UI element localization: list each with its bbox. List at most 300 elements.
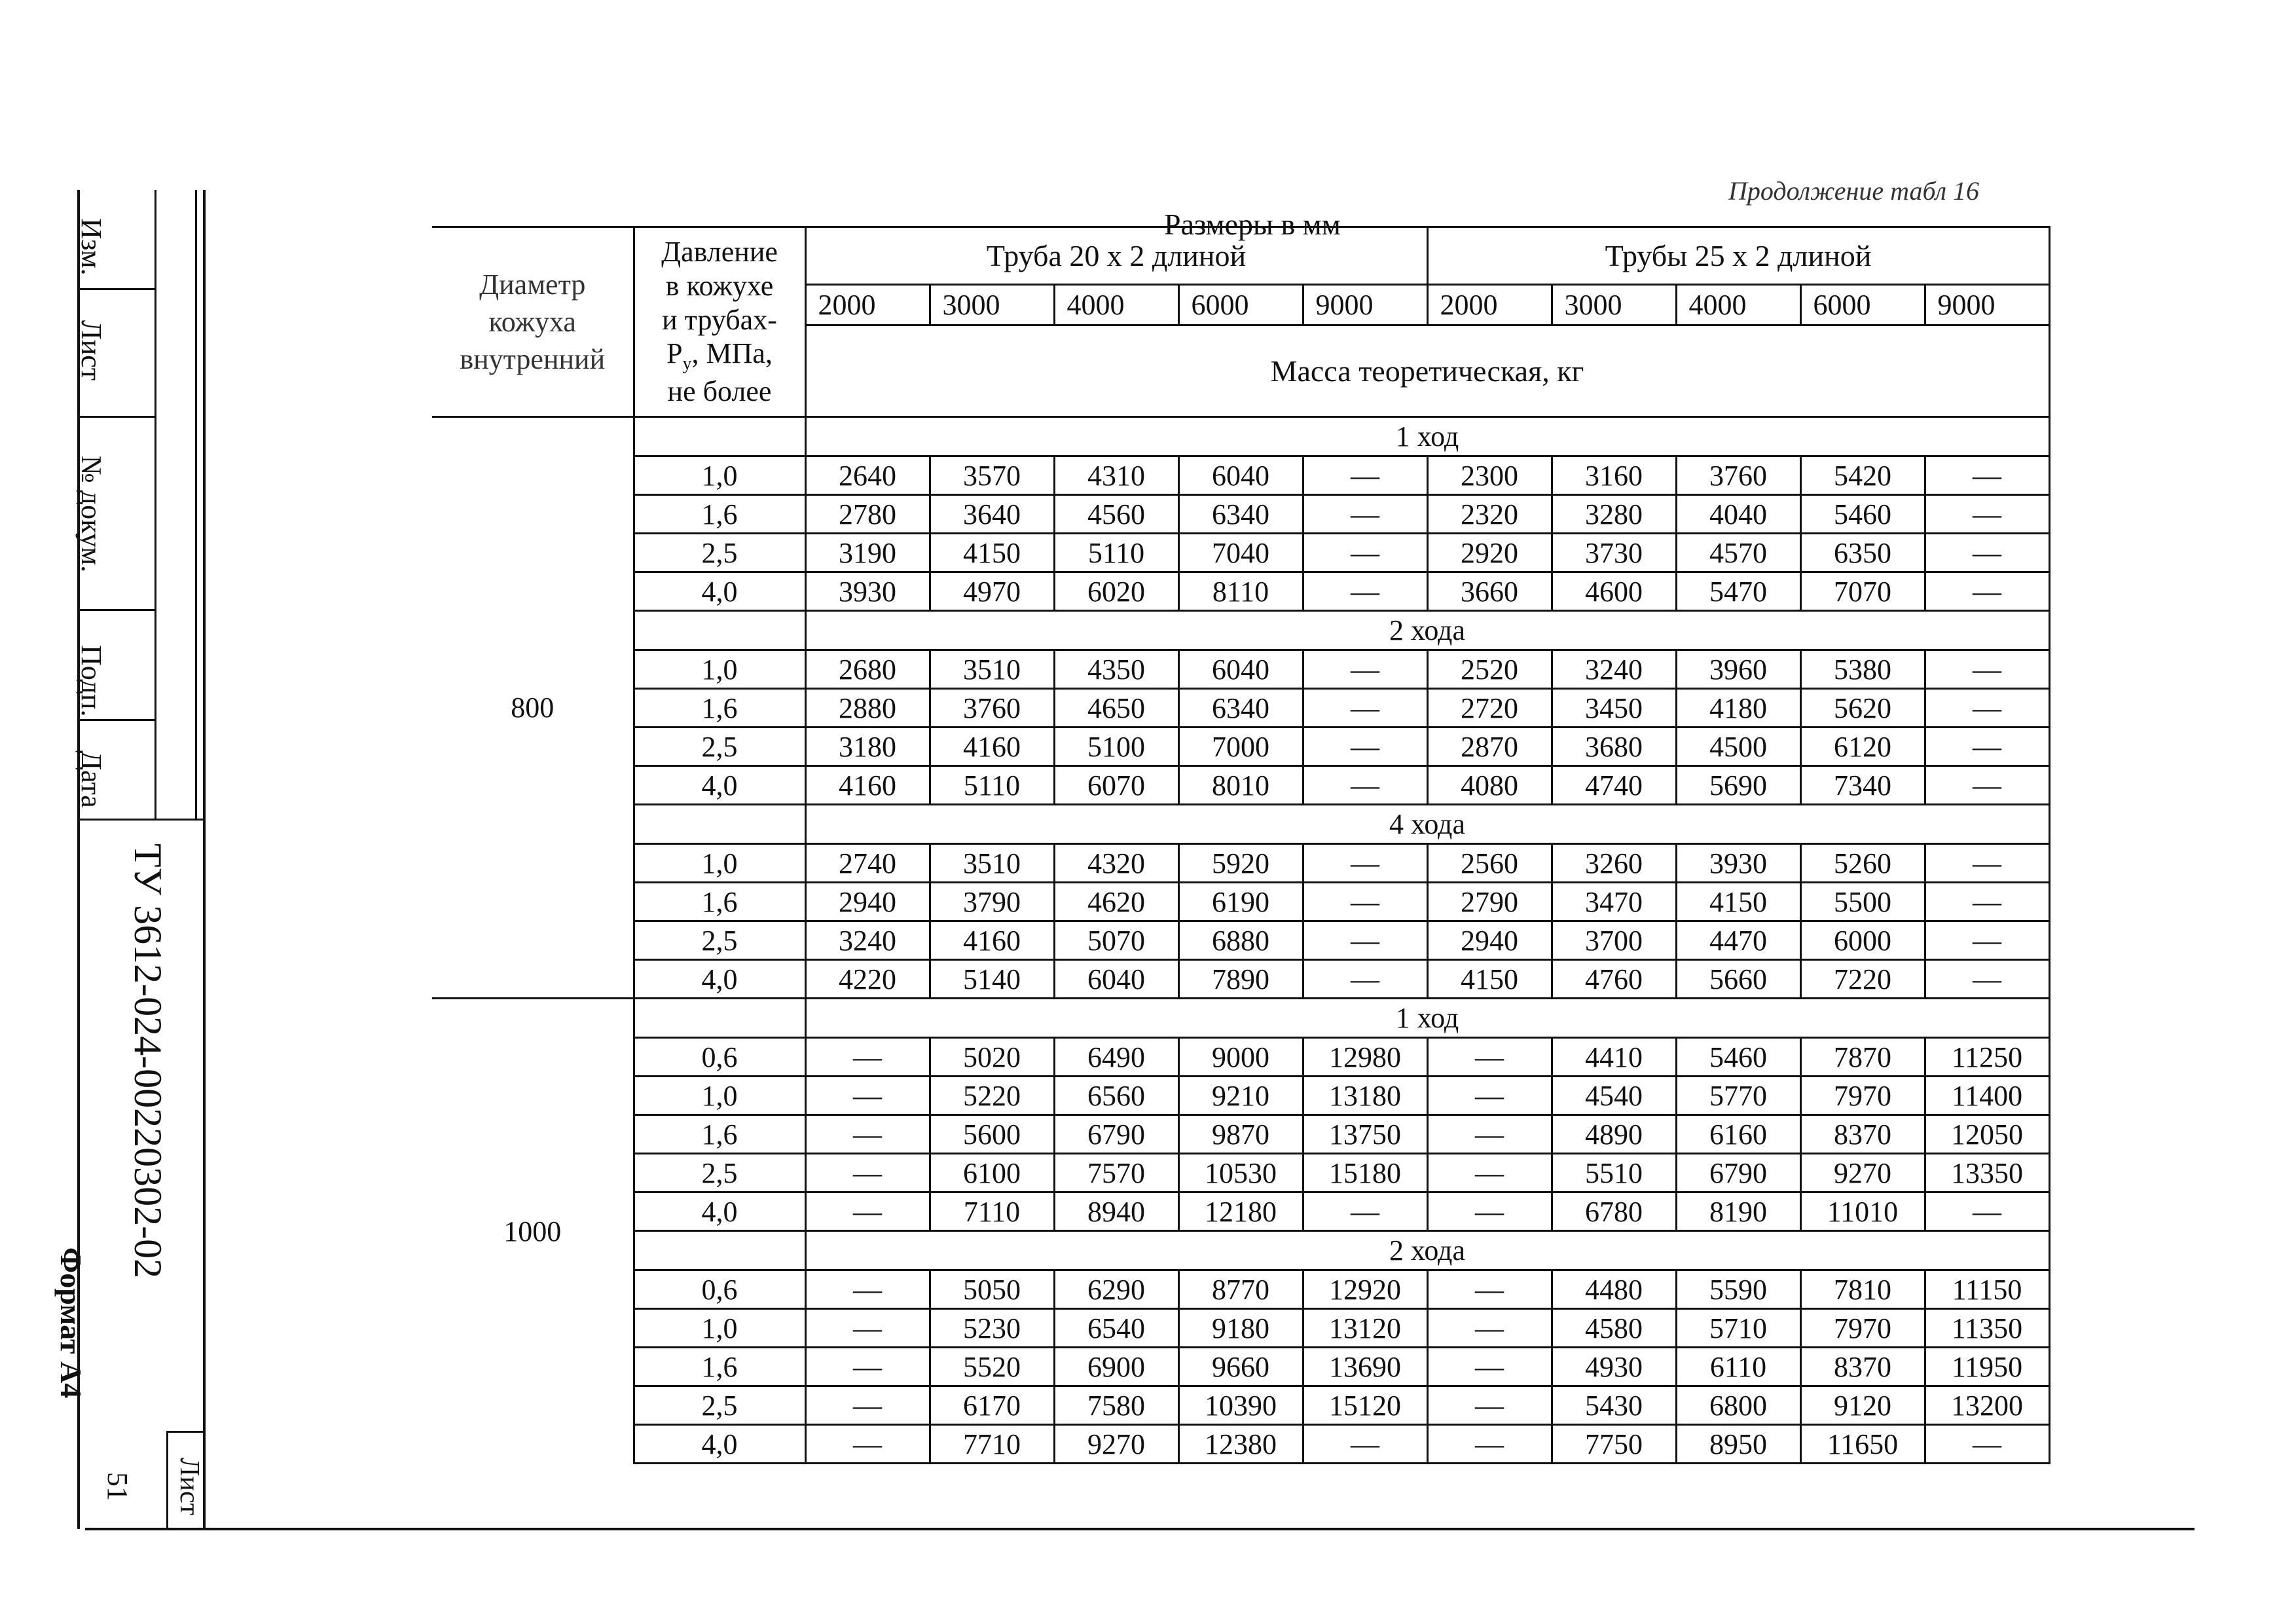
table-row bbox=[432, 534, 2049, 572]
mass-value-cell: 6540 bbox=[1054, 1309, 1178, 1348]
mass-value-cell: 3160 bbox=[1552, 456, 1676, 495]
mass-value-cell: — bbox=[1925, 572, 2049, 611]
mass-value-cell: 2740 bbox=[805, 844, 930, 883]
pressure-blank-cell bbox=[634, 805, 805, 844]
mass-value-cell: 5430 bbox=[1552, 1386, 1676, 1425]
mass-value-cell: 7810 bbox=[1800, 1270, 1925, 1309]
mass-value-cell: 6040 bbox=[1178, 456, 1303, 495]
mass-value-cell: 4160 bbox=[930, 728, 1054, 766]
mass-value-cell: 3240 bbox=[805, 921, 930, 960]
mass-value-cell: — bbox=[1427, 1386, 1552, 1425]
mass-value-cell: 3240 bbox=[1552, 650, 1676, 689]
pressure-blank-cell bbox=[634, 999, 805, 1038]
mass-value-cell: 3180 bbox=[805, 728, 930, 766]
mass-value-cell: 7710 bbox=[930, 1425, 1054, 1464]
mass-value-cell: — bbox=[1925, 960, 2049, 999]
table-row bbox=[432, 766, 2049, 805]
mass-value-cell: — bbox=[1303, 572, 1427, 611]
pressure-cell: 4,0 bbox=[634, 1425, 805, 1464]
mass-value-cell: 3640 bbox=[930, 495, 1054, 534]
mass-value-cell: 8950 bbox=[1676, 1425, 1800, 1464]
mass-value-cell: — bbox=[1925, 689, 2049, 728]
header-pressure: Давление в кожухе и трубах- $Р_у$, МПа, не более bbox=[634, 227, 805, 417]
table-row bbox=[432, 728, 2049, 766]
mass-value-cell: 4620 bbox=[1054, 883, 1178, 921]
pressure-cell: 1,0 bbox=[634, 1077, 805, 1115]
mass-value-cell: 7070 bbox=[1800, 572, 1925, 611]
stamp-designation: ТУ 3612-024-00220302-02 bbox=[126, 843, 170, 1279]
length-header-cell: 4000 bbox=[1676, 285, 1800, 325]
mass-value-cell: 3510 bbox=[930, 844, 1054, 883]
mass-value-cell: 5380 bbox=[1800, 650, 1925, 689]
mass-value-cell: 4600 bbox=[1552, 572, 1676, 611]
mass-value-cell: — bbox=[1925, 650, 2049, 689]
pressure-cell: 1,6 bbox=[634, 883, 805, 921]
mass-value-cell: — bbox=[1427, 1038, 1552, 1077]
mass-value-cell: 4410 bbox=[1552, 1038, 1676, 1077]
mass-value-cell: 5710 bbox=[1676, 1309, 1800, 1348]
mass-value-cell: 7580 bbox=[1054, 1386, 1178, 1425]
mass-value-cell: 5690 bbox=[1676, 766, 1800, 805]
table-row bbox=[432, 960, 2049, 999]
mass-value-cell: 2640 bbox=[805, 456, 930, 495]
length-header-cell: 4000 bbox=[1054, 285, 1178, 325]
mass-table bbox=[432, 226, 2050, 1464]
mass-value-cell: 2790 bbox=[1427, 883, 1552, 921]
mass-value-cell: — bbox=[1925, 921, 2049, 960]
mass-value-cell: 6120 bbox=[1800, 728, 1925, 766]
mass-value-cell: 7040 bbox=[1178, 534, 1303, 572]
mass-value-cell: 3730 bbox=[1552, 534, 1676, 572]
pressure-cell: 1,6 bbox=[634, 495, 805, 534]
pressure-cell: 2,5 bbox=[634, 921, 805, 960]
mass-value-cell: 5070 bbox=[1054, 921, 1178, 960]
mass-value-cell: 5520 bbox=[930, 1348, 1054, 1386]
mass-value-cell: 8770 bbox=[1178, 1270, 1303, 1309]
mass-value-cell: — bbox=[1925, 456, 2049, 495]
diameter-cell: 1000 bbox=[432, 999, 634, 1464]
stamp-doc-no: № докум. bbox=[75, 455, 107, 573]
mass-value-cell: 6350 bbox=[1800, 534, 1925, 572]
mass-value-cell: 11250 bbox=[1925, 1038, 2049, 1077]
mass-value-cell: — bbox=[1303, 960, 1427, 999]
mass-value-cell: 15180 bbox=[1303, 1154, 1427, 1192]
mass-value-cell: 7970 bbox=[1800, 1309, 1925, 1348]
mass-value-cell: 9270 bbox=[1054, 1425, 1178, 1464]
mass-value-cell: — bbox=[1925, 728, 2049, 766]
mass-value-cell: 2520 bbox=[1427, 650, 1552, 689]
header-mass: Масса теоретическая, кг bbox=[805, 325, 2049, 417]
mass-value-cell: — bbox=[1427, 1192, 1552, 1231]
pressure-cell: 4,0 bbox=[634, 766, 805, 805]
mass-value-cell: — bbox=[805, 1386, 930, 1425]
mass-value-cell: 2880 bbox=[805, 689, 930, 728]
header-tube-20: Труба 20 х 2 длиной bbox=[805, 227, 1427, 285]
mass-value-cell: 3680 bbox=[1552, 728, 1676, 766]
header-diameter: Диаметр кожуха внутренний bbox=[432, 227, 634, 417]
mass-value-cell: — bbox=[1925, 1425, 2049, 1464]
mass-value-cell: 11150 bbox=[1925, 1270, 2049, 1309]
mass-value-cell: 4310 bbox=[1054, 456, 1178, 495]
mass-value-cell: 6100 bbox=[930, 1154, 1054, 1192]
mass-value-cell: 3700 bbox=[1552, 921, 1676, 960]
mass-value-cell: 13690 bbox=[1303, 1348, 1427, 1386]
mass-value-cell: — bbox=[805, 1425, 930, 1464]
table-row bbox=[432, 495, 2049, 534]
mass-value-cell: 6040 bbox=[1054, 960, 1178, 999]
mass-value-cell: 12980 bbox=[1303, 1038, 1427, 1077]
mass-value-cell: 6070 bbox=[1054, 766, 1178, 805]
mass-value-cell: 2940 bbox=[1427, 921, 1552, 960]
mass-value-cell: — bbox=[1427, 1115, 1552, 1154]
mass-value-cell: 2300 bbox=[1427, 456, 1552, 495]
mass-value-cell: — bbox=[1303, 728, 1427, 766]
table-row bbox=[432, 572, 2049, 611]
mass-value-cell: 9210 bbox=[1178, 1077, 1303, 1115]
mass-value-cell: 12380 bbox=[1178, 1425, 1303, 1464]
table-row bbox=[432, 1038, 2049, 1077]
mass-value-cell: 3570 bbox=[930, 456, 1054, 495]
pressure-cell: 1,0 bbox=[634, 844, 805, 883]
length-header-cell: 9000 bbox=[1303, 285, 1427, 325]
mass-value-cell: 3790 bbox=[930, 883, 1054, 921]
mass-value-cell: 4320 bbox=[1054, 844, 1178, 883]
length-header-cell: 9000 bbox=[1925, 285, 2049, 325]
stamp-list: Лист bbox=[75, 320, 107, 381]
mass-value-cell: 3470 bbox=[1552, 883, 1676, 921]
mass-value-cell: — bbox=[1303, 689, 1427, 728]
stamp-sheet-label: Лист bbox=[174, 1458, 204, 1515]
mass-value-cell: 8010 bbox=[1178, 766, 1303, 805]
mass-value-cell: 3930 bbox=[805, 572, 930, 611]
mass-value-cell: 2870 bbox=[1427, 728, 1552, 766]
mass-value-cell: 9120 bbox=[1800, 1386, 1925, 1425]
length-header-cell: 2000 bbox=[1427, 285, 1552, 325]
pressure-cell: 4,0 bbox=[634, 960, 805, 999]
mass-value-cell: 4470 bbox=[1676, 921, 1800, 960]
mass-value-cell: 5050 bbox=[930, 1270, 1054, 1309]
mass-value-cell: 7870 bbox=[1800, 1038, 1925, 1077]
mass-value-cell: 5620 bbox=[1800, 689, 1925, 728]
mass-value-cell: 2940 bbox=[805, 883, 930, 921]
mass-value-cell: 5260 bbox=[1800, 844, 1925, 883]
pressure-cell: 1,6 bbox=[634, 689, 805, 728]
mass-value-cell: 5230 bbox=[930, 1309, 1054, 1348]
mass-value-cell: 8370 bbox=[1800, 1115, 1925, 1154]
mass-value-cell: 13120 bbox=[1303, 1309, 1427, 1348]
mass-value-cell: 4650 bbox=[1054, 689, 1178, 728]
mass-value-cell: — bbox=[805, 1192, 930, 1231]
mass-value-cell: 4970 bbox=[930, 572, 1054, 611]
pressure-cell: 1,0 bbox=[634, 456, 805, 495]
mass-value-cell: 11650 bbox=[1800, 1425, 1925, 1464]
group-label: 2 хода bbox=[805, 611, 2049, 650]
mass-value-cell: 2780 bbox=[805, 495, 930, 534]
stamp-date: Дата bbox=[75, 750, 107, 808]
mass-value-cell: 4220 bbox=[805, 960, 930, 999]
table-row bbox=[432, 1348, 2049, 1386]
mass-value-cell: 4160 bbox=[805, 766, 930, 805]
mass-value-cell: 4540 bbox=[1552, 1077, 1676, 1115]
table-row bbox=[432, 689, 2049, 728]
mass-value-cell: 10530 bbox=[1178, 1154, 1303, 1192]
mass-value-cell: 7340 bbox=[1800, 766, 1925, 805]
mass-value-cell: 6880 bbox=[1178, 921, 1303, 960]
mass-value-cell: 5500 bbox=[1800, 883, 1925, 921]
mass-value-cell: — bbox=[1427, 1154, 1552, 1192]
mass-value-cell: — bbox=[1925, 495, 2049, 534]
pressure-cell: 2,5 bbox=[634, 1386, 805, 1425]
length-header-cell: 6000 bbox=[1800, 285, 1925, 325]
mass-value-cell: — bbox=[1925, 844, 2049, 883]
mass-value-cell: 4890 bbox=[1552, 1115, 1676, 1154]
mass-value-cell: — bbox=[1303, 1192, 1427, 1231]
pressure-cell: 1,6 bbox=[634, 1348, 805, 1386]
frame-bottom-line bbox=[85, 1528, 2195, 1530]
mass-value-cell: 6340 bbox=[1178, 495, 1303, 534]
mass-value-cell: 7570 bbox=[1054, 1154, 1178, 1192]
mass-value-cell: 8110 bbox=[1178, 572, 1303, 611]
mass-value-cell: 6340 bbox=[1178, 689, 1303, 728]
mass-value-cell: 6020 bbox=[1054, 572, 1178, 611]
mass-value-cell: 9180 bbox=[1178, 1309, 1303, 1348]
mass-value-cell: — bbox=[805, 1115, 930, 1154]
mass-value-cell: 10390 bbox=[1178, 1386, 1303, 1425]
mass-value-cell: — bbox=[1303, 883, 1427, 921]
mass-value-cell: 6170 bbox=[930, 1386, 1054, 1425]
mass-value-cell: 13350 bbox=[1925, 1154, 2049, 1192]
mass-value-cell: 6110 bbox=[1676, 1348, 1800, 1386]
group-row bbox=[432, 999, 2049, 1038]
table-row bbox=[432, 1425, 2049, 1464]
mass-value-cell: 5100 bbox=[1054, 728, 1178, 766]
mass-value-cell: — bbox=[1303, 844, 1427, 883]
mass-value-cell: 4480 bbox=[1552, 1270, 1676, 1309]
mass-value-cell: 6040 bbox=[1178, 650, 1303, 689]
mass-value-cell: 13200 bbox=[1925, 1386, 2049, 1425]
mass-value-cell: — bbox=[1427, 1077, 1552, 1115]
mass-value-cell: 4160 bbox=[930, 921, 1054, 960]
mass-value-cell: 11010 bbox=[1800, 1192, 1925, 1231]
mass-value-cell: 3280 bbox=[1552, 495, 1676, 534]
mass-value-cell: — bbox=[805, 1077, 930, 1115]
mass-value-cell: 6790 bbox=[1676, 1154, 1800, 1192]
mass-value-cell: — bbox=[1925, 1192, 2049, 1231]
mass-value-cell: — bbox=[1303, 1425, 1427, 1464]
mass-value-cell: 5140 bbox=[930, 960, 1054, 999]
mass-value-cell: 5920 bbox=[1178, 844, 1303, 883]
mass-value-cell: 12920 bbox=[1303, 1270, 1427, 1309]
stamp-izm: Изм. bbox=[75, 218, 107, 276]
mass-value-cell: 5470 bbox=[1676, 572, 1800, 611]
mass-value-cell: — bbox=[1427, 1425, 1552, 1464]
mass-value-cell: — bbox=[1427, 1309, 1552, 1348]
table-row bbox=[432, 650, 2049, 689]
stamp-sheet-number: 51 bbox=[101, 1472, 134, 1501]
mass-value-cell: — bbox=[805, 1038, 930, 1077]
mass-value-cell: 5590 bbox=[1676, 1270, 1800, 1309]
group-row bbox=[432, 417, 2049, 456]
mass-value-cell: 5220 bbox=[930, 1077, 1054, 1115]
pressure-cell: 2,5 bbox=[634, 534, 805, 572]
mass-value-cell: 2560 bbox=[1427, 844, 1552, 883]
mass-value-cell: 4560 bbox=[1054, 495, 1178, 534]
pressure-blank-cell bbox=[634, 611, 805, 650]
length-header-cell: 3000 bbox=[1552, 285, 1676, 325]
mass-value-cell: 7110 bbox=[930, 1192, 1054, 1231]
header-tube-25: Трубы 25 х 2 длиной bbox=[1427, 227, 2049, 285]
table-row bbox=[432, 1154, 2049, 1192]
table-row bbox=[432, 1192, 2049, 1231]
group-row bbox=[432, 611, 2049, 650]
table-row bbox=[432, 1270, 2049, 1309]
mass-value-cell: 5660 bbox=[1676, 960, 1800, 999]
mass-value-cell: 8190 bbox=[1676, 1192, 1800, 1231]
mass-value-cell: — bbox=[1303, 456, 1427, 495]
mass-value-cell: 4570 bbox=[1676, 534, 1800, 572]
mass-value-cell: 12180 bbox=[1178, 1192, 1303, 1231]
mass-value-cell: 6790 bbox=[1054, 1115, 1178, 1154]
mass-value-cell: 4180 bbox=[1676, 689, 1800, 728]
mass-value-cell: — bbox=[805, 1348, 930, 1386]
mass-value-cell: 6000 bbox=[1800, 921, 1925, 960]
mass-value-cell: — bbox=[1925, 534, 2049, 572]
mass-value-cell: 5770 bbox=[1676, 1077, 1800, 1115]
mass-value-cell: 11350 bbox=[1925, 1309, 2049, 1348]
mass-value-cell: 8370 bbox=[1800, 1348, 1925, 1386]
group-label: 4 хода bbox=[805, 805, 2049, 844]
table-row bbox=[432, 1309, 2049, 1348]
mass-value-cell: 2720 bbox=[1427, 689, 1552, 728]
length-header-cell: 2000 bbox=[805, 285, 930, 325]
mass-value-cell: 6490 bbox=[1054, 1038, 1178, 1077]
mass-value-cell: 13180 bbox=[1303, 1077, 1427, 1115]
group-label: 1 ход bbox=[805, 999, 2049, 1038]
table-row bbox=[432, 1077, 2049, 1115]
mass-value-cell: — bbox=[1925, 766, 2049, 805]
pressure-blank-cell bbox=[634, 417, 805, 456]
mass-value-cell: 6560 bbox=[1054, 1077, 1178, 1115]
mass-value-cell: — bbox=[1427, 1348, 1552, 1386]
mass-value-cell: — bbox=[1303, 921, 1427, 960]
mass-value-cell: 3760 bbox=[1676, 456, 1800, 495]
mass-value-cell: — bbox=[1427, 1270, 1552, 1309]
mass-value-cell: 5110 bbox=[930, 766, 1054, 805]
mass-value-cell: 9660 bbox=[1178, 1348, 1303, 1386]
mass-value-cell: 4150 bbox=[1676, 883, 1800, 921]
table-row bbox=[432, 844, 2049, 883]
mass-value-cell: 5110 bbox=[1054, 534, 1178, 572]
pressure-cell: 2,5 bbox=[634, 728, 805, 766]
table-row bbox=[432, 1386, 2049, 1425]
pressure-cell: 2,5 bbox=[634, 1154, 805, 1192]
length-header-cell: 6000 bbox=[1178, 285, 1303, 325]
table-row bbox=[432, 1115, 2049, 1154]
mass-value-cell: 4150 bbox=[930, 534, 1054, 572]
length-header-cell: 3000 bbox=[930, 285, 1054, 325]
table-row bbox=[432, 883, 2049, 921]
mass-value-cell: 7750 bbox=[1552, 1425, 1676, 1464]
diameter-cell: 800 bbox=[432, 417, 634, 999]
mass-value-cell: 7000 bbox=[1178, 728, 1303, 766]
mass-value-cell: 2320 bbox=[1427, 495, 1552, 534]
mass-value-cell: 15120 bbox=[1303, 1386, 1427, 1425]
mass-value-cell: 5420 bbox=[1800, 456, 1925, 495]
mass-value-cell: 9270 bbox=[1800, 1154, 1925, 1192]
mass-value-cell: — bbox=[805, 1270, 930, 1309]
mass-value-cell: 3960 bbox=[1676, 650, 1800, 689]
mass-value-cell: — bbox=[1925, 883, 2049, 921]
mass-value-cell: 3450 bbox=[1552, 689, 1676, 728]
mass-value-cell: 3260 bbox=[1552, 844, 1676, 883]
mass-value-cell: 13750 bbox=[1303, 1115, 1427, 1154]
mass-value-cell: 7220 bbox=[1800, 960, 1925, 999]
continuation-note: Продолжение табл 16 bbox=[1728, 176, 1980, 206]
mass-value-cell: 6160 bbox=[1676, 1115, 1800, 1154]
pressure-blank-cell bbox=[634, 1231, 805, 1270]
mass-value-cell: 4760 bbox=[1552, 960, 1676, 999]
pressure-cell: 0,6 bbox=[634, 1038, 805, 1077]
mass-value-cell: 3510 bbox=[930, 650, 1054, 689]
group-row bbox=[432, 805, 2049, 844]
mass-value-cell: 7970 bbox=[1800, 1077, 1925, 1115]
mass-value-cell: — bbox=[1303, 766, 1427, 805]
mass-value-cell: 4040 bbox=[1676, 495, 1800, 534]
mass-value-cell: 4150 bbox=[1427, 960, 1552, 999]
mass-value-cell: — bbox=[1303, 495, 1427, 534]
mass-value-cell: 11950 bbox=[1925, 1348, 2049, 1386]
mass-value-cell: 4580 bbox=[1552, 1309, 1676, 1348]
mass-value-cell: — bbox=[805, 1154, 930, 1192]
pressure-cell: 1,6 bbox=[634, 1115, 805, 1154]
mass-value-cell: 4500 bbox=[1676, 728, 1800, 766]
mass-value-cell: 6900 bbox=[1054, 1348, 1178, 1386]
mass-value-cell: — bbox=[805, 1309, 930, 1348]
stamp-podp: Подп. bbox=[75, 645, 107, 717]
mass-value-cell: 3190 bbox=[805, 534, 930, 572]
mass-value-cell: 6780 bbox=[1552, 1192, 1676, 1231]
sizes-title: Размеры в мм bbox=[1164, 208, 1341, 241]
mass-value-cell: 4080 bbox=[1427, 766, 1552, 805]
mass-value-cell: 4350 bbox=[1054, 650, 1178, 689]
mass-value-cell: 5600 bbox=[930, 1115, 1054, 1154]
mass-value-cell: 3660 bbox=[1427, 572, 1552, 611]
pressure-cell: 1,0 bbox=[634, 1309, 805, 1348]
mass-value-cell: 3760 bbox=[930, 689, 1054, 728]
mass-value-cell: 12050 bbox=[1925, 1115, 2049, 1154]
mass-value-cell: 2920 bbox=[1427, 534, 1552, 572]
mass-value-cell: 3930 bbox=[1676, 844, 1800, 883]
mass-value-cell: 6290 bbox=[1054, 1270, 1178, 1309]
group-row bbox=[432, 1231, 2049, 1270]
group-label: 1 ход bbox=[805, 417, 2049, 456]
group-label: 2 хода bbox=[805, 1231, 2049, 1270]
mass-value-cell: 2680 bbox=[805, 650, 930, 689]
table-row bbox=[432, 921, 2049, 960]
mass-value-cell: 5510 bbox=[1552, 1154, 1676, 1192]
mass-value-cell: 11400 bbox=[1925, 1077, 2049, 1115]
pressure-cell: 4,0 bbox=[634, 1192, 805, 1231]
mass-value-cell: 8940 bbox=[1054, 1192, 1178, 1231]
pressure-cell: 4,0 bbox=[634, 572, 805, 611]
mass-value-cell: — bbox=[1303, 534, 1427, 572]
pressure-cell: 1,0 bbox=[634, 650, 805, 689]
mass-value-cell: 5020 bbox=[930, 1038, 1054, 1077]
stamp-format: Формат А4 bbox=[54, 1247, 88, 1399]
mass-value-cell: 4930 bbox=[1552, 1348, 1676, 1386]
mass-value-cell: 5460 bbox=[1676, 1038, 1800, 1077]
mass-value-cell: 4740 bbox=[1552, 766, 1676, 805]
